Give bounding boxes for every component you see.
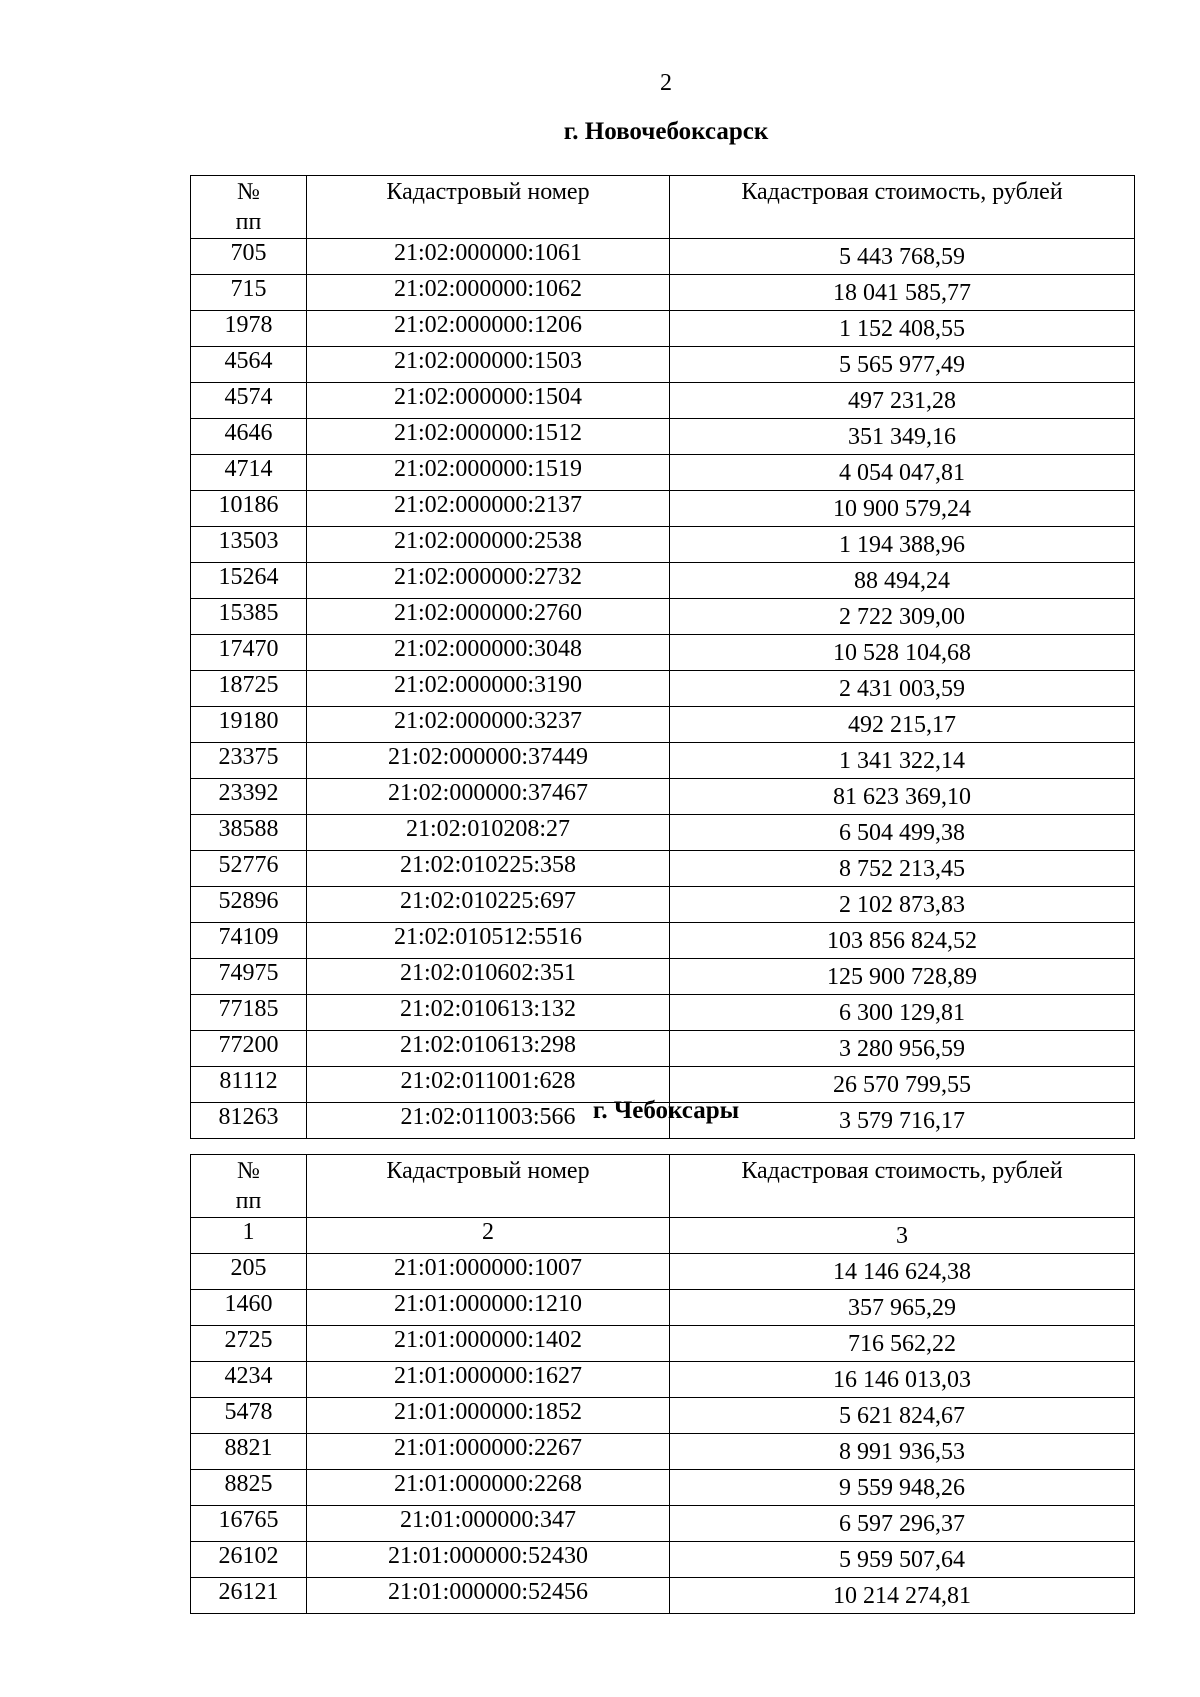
cell-cadastral-value: 10 900 579,24 — [670, 491, 1135, 527]
cell-cadastral-number: 21:02:010602:351 — [307, 959, 670, 995]
cell-cadastral-value: 357 965,29 — [670, 1290, 1135, 1326]
cell-cadastral-number: 21:02:000000:1062 — [307, 275, 670, 311]
cell-cadastral-number: 21:02:010512:5516 — [307, 923, 670, 959]
cell-number: 13503 — [191, 527, 307, 563]
table-row — [191, 1362, 1135, 1398]
table-row — [191, 1578, 1135, 1614]
cell-number: 1978 — [191, 311, 307, 347]
cell-cadastral-value: 1 341 322,14 — [670, 743, 1135, 779]
cell-number: 705 — [191, 239, 307, 275]
cell-cadastral-number: 21:01:000000:52456 — [307, 1578, 670, 1614]
cell-cadastral-value: 2 722 309,00 — [670, 599, 1135, 635]
table-row — [191, 1506, 1135, 1542]
cell-cadastral-number: 21:02:000000:37467 — [307, 779, 670, 815]
cell-number: 5478 — [191, 1398, 307, 1434]
table-row — [191, 743, 1135, 779]
cell-cadastral-value: 10 214 274,81 — [670, 1578, 1135, 1614]
cell-cadastral-value: 5 565 977,49 — [670, 347, 1135, 383]
table-row — [191, 383, 1135, 419]
table-row — [191, 959, 1135, 995]
table-header — [191, 1155, 1135, 1218]
cell-cadastral-number: 21:01:000000:2268 — [307, 1470, 670, 1506]
table-body — [191, 1218, 1135, 1614]
cell-cadastral-number: 21:02:000000:2137 — [307, 491, 670, 527]
cell-cadastral-value: 2 431 003,59 — [670, 671, 1135, 707]
cell-number: 18725 — [191, 671, 307, 707]
cell-number: 23375 — [191, 743, 307, 779]
cell-number: 10186 — [191, 491, 307, 527]
cell-number: 19180 — [191, 707, 307, 743]
cell-number: 205 — [191, 1254, 307, 1290]
cell-cadastral-value: 18 041 585,77 — [670, 275, 1135, 311]
cell-cadastral-number: 21:01:000000:2267 — [307, 1434, 670, 1470]
cell-cadastral-value: 1 152 408,55 — [670, 311, 1135, 347]
cell-cadastral-value: 16 146 013,03 — [670, 1362, 1135, 1398]
cell-cadastral-number: 21:02:000000:3237 — [307, 707, 670, 743]
cell-cadastral-number: 21:02:000000:1503 — [307, 347, 670, 383]
table-row — [191, 815, 1135, 851]
cell-cadastral-number: 21:02:011003:566 — [307, 1103, 670, 1139]
cell-cadastral-number: 21:02:000000:2538 — [307, 527, 670, 563]
table-row — [191, 1542, 1135, 1578]
cell-number: 2725 — [191, 1326, 307, 1362]
table-row — [191, 707, 1135, 743]
cell-cadastral-number: 21:02:000000:37449 — [307, 743, 670, 779]
cell-number: 1460 — [191, 1290, 307, 1326]
cell-cadastral-value: 1 194 388,96 — [670, 527, 1135, 563]
cell-cadastral-value: 81 623 369,10 — [670, 779, 1135, 815]
table-row — [191, 1326, 1135, 1362]
cell-number: 15385 — [191, 599, 307, 635]
cell-cadastral-number: 21:01:000000:1402 — [307, 1326, 670, 1362]
cell-number: 4234 — [191, 1362, 307, 1398]
cell-number: 74109 — [191, 923, 307, 959]
cell-cadastral-value: 3 280 956,59 — [670, 1031, 1135, 1067]
cadastral-table-cheboksary — [190, 1154, 1135, 1614]
cell-number: 26121 — [191, 1578, 307, 1614]
table-row — [191, 347, 1135, 383]
cell-cadastral-number: 21:02:000000:1061 — [307, 239, 670, 275]
cell-cadastral-value: 6 597 296,37 — [670, 1506, 1135, 1542]
table-row — [191, 1031, 1135, 1067]
cell-cadastral-number: 21:02:000000:1519 — [307, 455, 670, 491]
table-row — [191, 311, 1135, 347]
table-row — [191, 275, 1135, 311]
table-row — [191, 635, 1135, 671]
table-row — [191, 1470, 1135, 1506]
cell-cadastral-value: 8 752 213,45 — [670, 851, 1135, 887]
table-row — [191, 851, 1135, 887]
cell-number: 74975 — [191, 959, 307, 995]
cell-number: 52776 — [191, 851, 307, 887]
header-cadastral-value: Кадастровая стоимость, рублей — [670, 176, 1135, 239]
table-row — [191, 995, 1135, 1031]
cell-cadastral-value: 3 579 716,17 — [670, 1103, 1135, 1139]
header-cadastral-number: Кадастровый номер — [307, 176, 670, 239]
cadastral-table-novocheboksarsk — [190, 175, 1135, 1139]
cell-cadastral-value: 14 146 624,38 — [670, 1254, 1135, 1290]
table-row — [191, 923, 1135, 959]
cell-cadastral-number: 21:01:000000:347 — [307, 1506, 670, 1542]
table-row — [191, 1398, 1135, 1434]
cell-cadastral-value: 125 900 728,89 — [670, 959, 1135, 995]
table-row — [191, 239, 1135, 275]
cell-cadastral-value: 716 562,22 — [670, 1326, 1135, 1362]
page-number: 2 — [660, 70, 672, 96]
table-row — [191, 491, 1135, 527]
cell-number: 77200 — [191, 1031, 307, 1067]
cell-cadastral-number: 21:02:011001:628 — [307, 1067, 670, 1103]
cell-cadastral-value: 351 349,16 — [670, 419, 1135, 455]
cell-cadastral-number: 21:01:000000:1210 — [307, 1290, 670, 1326]
cell-cadastral-number: 21:02:010225:697 — [307, 887, 670, 923]
table-row — [191, 1254, 1135, 1290]
cell-cadastral-value: 4 054 047,81 — [670, 455, 1135, 491]
cell-number: 4564 — [191, 347, 307, 383]
cell-cadastral-value: 5 443 768,59 — [670, 239, 1135, 275]
cell-cadastral-value: 26 570 799,55 — [670, 1067, 1135, 1103]
cell-cadastral-number: 21:02:000000:3190 — [307, 671, 670, 707]
cell-cadastral-value: 5 621 824,67 — [670, 1398, 1135, 1434]
header-row — [191, 176, 1135, 239]
cell-cadastral-number: 21:01:000000:52430 — [307, 1542, 670, 1578]
table-header — [191, 176, 1135, 239]
cell-number: 23392 — [191, 779, 307, 815]
cell-number: 4574 — [191, 383, 307, 419]
cell-number: 17470 — [191, 635, 307, 671]
table-body — [191, 239, 1135, 1139]
header-cadastral-value: Кадастровая стоимость, рублей — [670, 1155, 1135, 1218]
cell-number: 81112 — [191, 1067, 307, 1103]
cell-cadastral-number: 21:02:000000:1504 — [307, 383, 670, 419]
cell-cadastral-number: 21:02:010613:298 — [307, 1031, 670, 1067]
cell-cadastral-value: 2 102 873,83 — [670, 887, 1135, 923]
cell-number: 26102 — [191, 1542, 307, 1578]
table-row — [191, 1434, 1135, 1470]
cell-cadastral-number: 2 — [307, 1218, 670, 1254]
cell-cadastral-value: 3 — [670, 1218, 1135, 1254]
cell-cadastral-number: 21:02:010613:132 — [307, 995, 670, 1031]
header-row — [191, 1155, 1135, 1218]
cell-number: 1 — [191, 1218, 307, 1254]
cell-cadastral-number: 21:01:000000:1007 — [307, 1254, 670, 1290]
header-cadastral-number: Кадастровый номер — [307, 1155, 670, 1218]
cell-number: 81263 — [191, 1103, 307, 1139]
cell-cadastral-number: 21:02:010208:27 — [307, 815, 670, 851]
table-row — [191, 779, 1135, 815]
cell-number: 4714 — [191, 455, 307, 491]
cell-number: 38588 — [191, 815, 307, 851]
cell-number: 77185 — [191, 995, 307, 1031]
cell-cadastral-number: 21:02:000000:3048 — [307, 635, 670, 671]
cell-cadastral-number: 21:02:000000:2760 — [307, 599, 670, 635]
cell-number: 8821 — [191, 1434, 307, 1470]
cell-number: 8825 — [191, 1470, 307, 1506]
cell-number: 52896 — [191, 887, 307, 923]
cell-cadastral-value: 497 231,28 — [670, 383, 1135, 419]
table-row — [191, 671, 1135, 707]
cell-number: 715 — [191, 275, 307, 311]
table-row — [191, 455, 1135, 491]
cell-cadastral-value: 492 215,17 — [670, 707, 1135, 743]
table-row — [191, 1218, 1135, 1254]
cell-cadastral-number: 21:02:000000:1206 — [307, 311, 670, 347]
table-row — [191, 563, 1135, 599]
cell-cadastral-value: 8 991 936,53 — [670, 1434, 1135, 1470]
cell-cadastral-number: 21:02:000000:2732 — [307, 563, 670, 599]
cell-cadastral-value: 103 856 824,52 — [670, 923, 1135, 959]
table-row — [191, 1290, 1135, 1326]
cell-cadastral-value: 10 528 104,68 — [670, 635, 1135, 671]
table-row — [191, 887, 1135, 923]
cell-cadastral-number: 21:02:000000:1512 — [307, 419, 670, 455]
cell-cadastral-value: 9 559 948,26 — [670, 1470, 1135, 1506]
section-title-novocheboksarsk: г. Новочебоксарск — [563, 118, 769, 145]
cell-number: 16765 — [191, 1506, 307, 1542]
cell-number: 4646 — [191, 419, 307, 455]
table-row — [191, 599, 1135, 635]
table-row — [191, 419, 1135, 455]
cell-cadastral-number: 21:01:000000:1627 — [307, 1362, 670, 1398]
cell-cadastral-value: 88 494,24 — [670, 563, 1135, 599]
cell-cadastral-number: 21:02:010225:358 — [307, 851, 670, 887]
cell-cadastral-value: 6 300 129,81 — [670, 995, 1135, 1031]
section-title-cheboksary: г. Чебоксары — [592, 1097, 740, 1124]
cell-cadastral-value: 6 504 499,38 — [670, 815, 1135, 851]
header-number: № пп — [191, 1155, 307, 1218]
cell-cadastral-number: 21:01:000000:1852 — [307, 1398, 670, 1434]
cell-number: 15264 — [191, 563, 307, 599]
table-row — [191, 527, 1135, 563]
header-number: № пп — [191, 176, 307, 239]
cell-cadastral-value: 5 959 507,64 — [670, 1542, 1135, 1578]
